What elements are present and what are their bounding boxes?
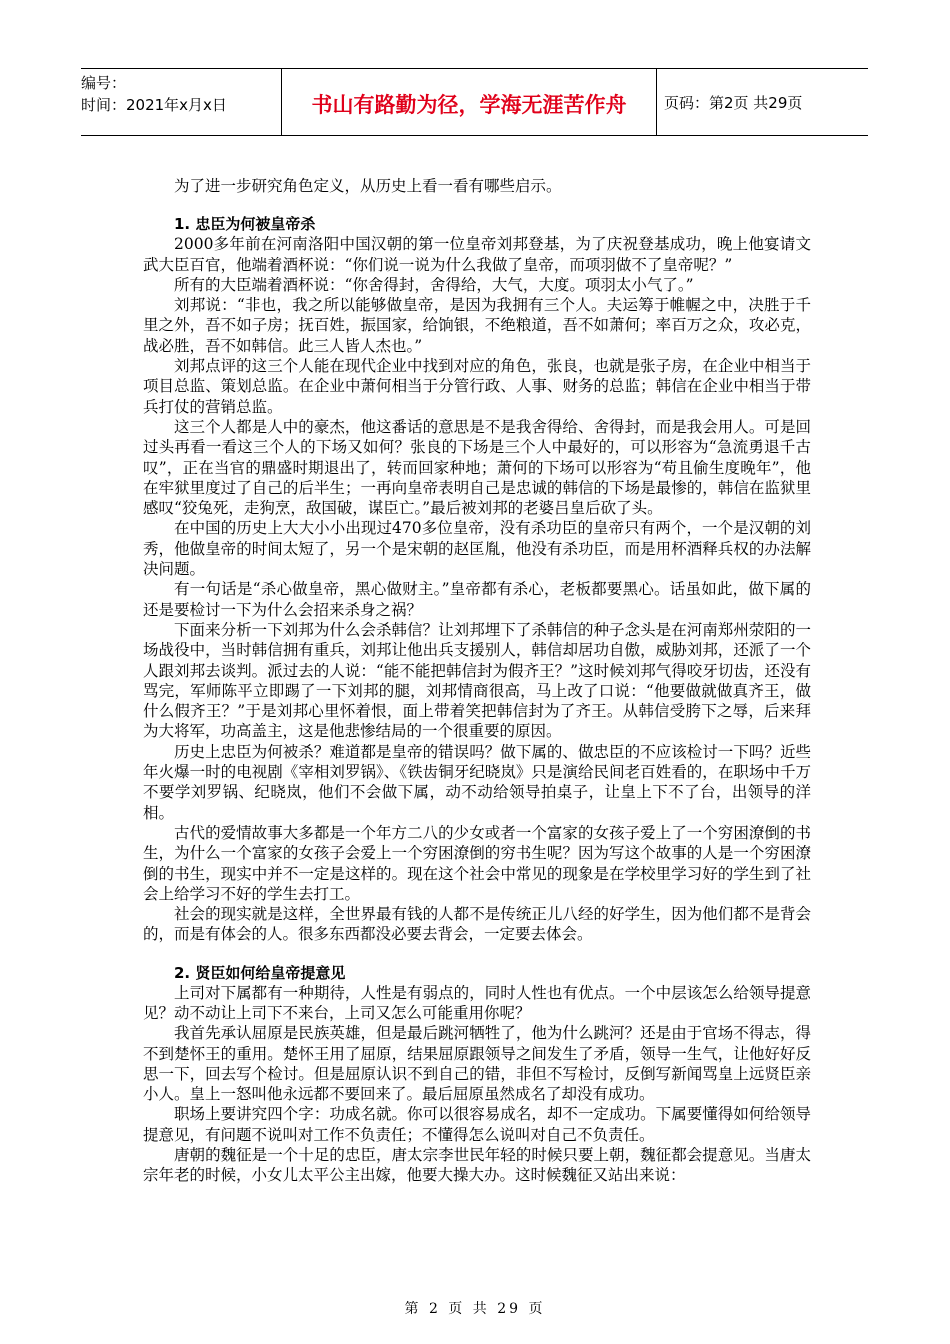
paragraph: 刘邦说：“非也，我之所以能够做皇帝，是因为我拥有三个人。夫运筹于帷幄之中，决胜于千里之外，吾不如子房；抚百姓，振国家，给饷银，不绝粮道，吾不如萧何；率百万之众，攻必克，战必胜，吾不如韩信。此三人皆人杰也。” <box>143 296 811 355</box>
header-motto: 书山有路勤为径，学海无涯苦作舟 <box>282 69 657 135</box>
paragraph: 古代的爱情故事大多都是一个年方二八的少女或者一个富家的女孩子爱上了一个穷困潦倒的书生，为什么一个富家的女孩子会爱上一个穷困潦倒的穷书生呢？因为写这个故事的人是一个穷困潦倒的书生，现实中并不一定是这样的。现在这个社会中常见的现象是在学校里学习好的学生到了社会上给学习不好的学生去打工。 <box>143 823 811 903</box>
paragraph: 2000多年前在河南洛阳中国汉朝的第一位皇帝刘邦登基，为了庆祝登基成功，晚上他宴请文武大臣百官，他端着酒杯说：“你们说一说为什么我做了皇帝，而项羽做不了皇帝呢？” <box>143 235 811 274</box>
paragraph: 上司对下属都有一种期待，人性是有弱点的，同时人性也有优点。一个中层该怎么给领导提意见？动不动让上司下不来台，上司又怎么可能重用你呢？ <box>143 983 811 1022</box>
header-page-info: 页码：第2页 共29页 <box>664 93 803 112</box>
paragraph: 有一句话是“杀心做皇帝，黑心做财主。”皇帝都有杀心，老板都要黑心。话虽如此，做下属的还是要检讨一下为什么会招来杀身之祸？ <box>143 580 811 619</box>
paragraph: 我首先承认屈原是民族英雄，但是最后跳河牺牲了，他为什么跳河？还是由于官场不得志，得不到楚怀王的重用。楚怀王用了屈原，结果屈原跟领导之间发生了矛盾，领导一生气，让他好好反思一下，回去写个检讨。但是屈原认识不到自己的错，非但不写检讨，反倒写新闻骂皇上远贤臣亲小人。皇上一怒叫他永远都不要回来了。最后屈原虽然成名了却没有成功。 <box>143 1024 811 1104</box>
paragraph: 下面来分析一下刘邦为什么会杀韩信？让刘邦埋下了杀韩信的种子念头是在河南郑州荥阳的一场战役中，当时韩信拥有重兵，刘邦让他出兵支援别人，韩信却居功自傲，威胁刘邦，还派了一个人跟刘邦去谈判。派过去的人说：“能不能把韩信封为假齐王？”这时候刘邦气得咬牙切齿，还没有骂完，军师陈平立即踢了一下刘邦的腿，刘邦情商很高，马上改了口说：“他要做就做真齐王，做什么假齐王？”于是刘邦心里怀着恨，面上带着笑把韩信封为了齐王。从韩信受胯下之辱，后来拜为大将军，功高盖主，这是他悲惨结局的一个很重要的原因。 <box>143 620 811 741</box>
section-1-body <box>143 234 811 944</box>
document-body <box>143 176 811 1186</box>
paragraph: 这三个人都是人中的豪杰，他这番话的意思是不是我舍得给、舍得封，而是我会用人。可是回过头再看一看这三个人的下场又如何？张良的下场是三个人中最好的，可以形容为“急流勇退千古叹”，正在当官的鼎盛时期退出了，转而回家种地；萧何的下场可以形容为“苟且偷生度晚年”，他在牢狱里度过了自己的后半生；一再向皇帝表明自己是忠诚的韩信的下场是最惨的，韩信在监狱里感叹“狡兔死，走狗烹，敌国破，谋臣亡。”最后被刘邦的老婆吕皇后砍了头。 <box>143 417 811 518</box>
paragraph: 社会的现实就是这样，全世界最有钱的人都不是传统正儿八经的好学生，因为他们都不是背会的，而是有体会的人。很多东西都没必要去背会，一定要去体会。 <box>143 905 811 944</box>
header-meta <box>81 69 282 135</box>
page-footer: 第 2 页 共 29 页 <box>404 1301 546 1317</box>
document-date-label: 时间：2021年x月x日 <box>81 96 227 114</box>
section-2-title: 2. 贤臣如何给皇帝提意见 <box>174 963 346 982</box>
paragraph: 职场上要讲究四个字：功成名就。你可以很容易成名，却不一定成功。下属要懂得如何给领导提意见，有问题不说叫对工作不负责任；不懂得怎么说叫对自己不负责任。 <box>143 1105 811 1144</box>
paragraph: 在中国的历史上大大小小出现过470多位皇帝，没有杀功臣的皇帝只有两个，一个是汉朝的刘秀，他做皇帝的时间太短了，另一个是宋朝的赵匡胤，他没有杀功臣，而是用杯酒释兵权的办法解决问题。 <box>143 519 811 579</box>
page-header <box>81 68 868 136</box>
paragraph: 历史上忠臣为何被杀？难道都是皇帝的错误吗？做下属的、做忠臣的不应该检讨一下吗？近些年火爆一时的电视剧《宰相刘罗锅》、《铁齿铜牙纪晓岚》只是演给民间老百姓看的，在职场中千万不要学刘罗锅、纪晓岚，他们不会做下属，动不动给领导拍桌子，让皇上下不了台，出领导的洋相。 <box>143 742 811 822</box>
paragraph: 刘邦点评的这三个人能在现代企业中找到对应的角色，张良，也就是张子房，在企业中相当于项目总监、策划总监。在企业中萧何相当于分管行政、人事、财务的总监；韩信在企业中相当于带兵打仗的营销总监。 <box>143 357 811 416</box>
paragraph: 所有的大臣端着酒杯说：“你舍得封，舍得给，大气，大度。项羽太小气了。” <box>174 275 694 294</box>
intro-paragraph: 为了进一步研究角色定义，从历史上看一看有哪些启示。 <box>174 177 562 195</box>
section-2-body <box>143 983 811 1186</box>
paragraph: 唐朝的魏征是一个十足的忠臣，唐太宗李世民年轻的时候只要上朝，魏征都会提意见。当唐太宗年老的时候，小女儿太平公主出嫁，他要大操大办。这时候魏征又站出来说： <box>143 1146 811 1185</box>
document-number-label: 编号： <box>81 74 127 92</box>
section-1-title: 1. 忠臣为何被皇帝杀 <box>174 215 316 234</box>
